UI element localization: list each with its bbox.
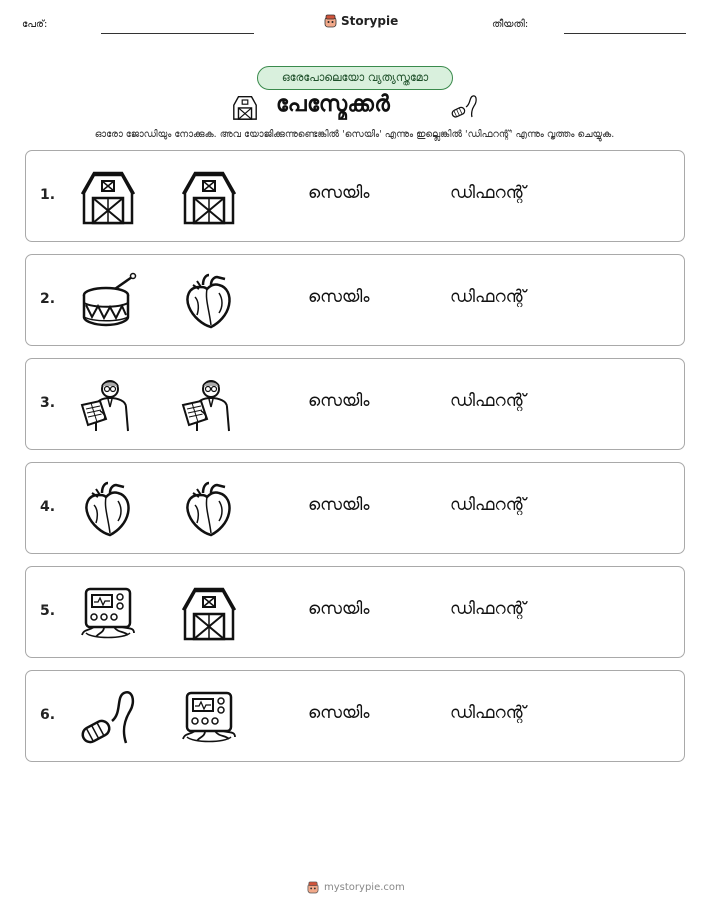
different-option[interactable]: ഡിഫറന്റ് <box>450 495 526 515</box>
question-number: 1. <box>40 187 56 203</box>
heart-icon <box>78 479 138 539</box>
different-option[interactable]: ഡിഫറന്റ് <box>450 599 526 619</box>
same-option[interactable]: സെയിം <box>308 391 370 411</box>
name-line[interactable] <box>101 33 254 34</box>
barn-icon <box>78 167 138 227</box>
doctor-reading-icon <box>179 375 239 435</box>
question-row <box>25 150 685 242</box>
storypie-mascot-icon <box>307 881 319 894</box>
question-row <box>25 462 685 554</box>
question-row <box>25 254 685 346</box>
question-number: 2. <box>40 291 56 307</box>
heart-icon <box>179 479 239 539</box>
different-option[interactable]: ഡിഫറന്റ് <box>450 183 526 203</box>
brand-name: Storypie <box>341 14 399 28</box>
question-row <box>25 670 685 762</box>
brand-logo <box>324 14 398 28</box>
question-row <box>25 358 685 450</box>
pacemaker-lead-icon <box>448 92 480 122</box>
different-option[interactable]: ഡിഫറന്റ് <box>450 287 526 307</box>
question-number: 6. <box>40 707 56 723</box>
same-option[interactable]: സെയിം <box>308 703 370 723</box>
barn-icon <box>179 583 239 643</box>
barn-icon <box>179 167 239 227</box>
question-number: 5. <box>40 603 56 619</box>
same-option[interactable]: സെയിം <box>308 287 370 307</box>
footer-url[interactable]: mystorypie.com <box>324 882 405 893</box>
different-option[interactable]: ഡിഫറന്റ് <box>450 391 526 411</box>
question-row <box>25 566 685 658</box>
question-number: 3. <box>40 395 56 411</box>
pacemaker-device-icon <box>179 687 239 747</box>
instructions: ഓരോ ജോഡിയും നോക്കുക. അവ യോജിക്കുന്നുണ്ടെങ്കിൽ 'സെയിം' എന്നും ഇല്ലെങ്കിൽ 'ഡിഫറന്റ്' എന്നും വൃത്തം ചെയ്യുക. <box>94 129 615 140</box>
name-label: പേര്: <box>22 19 48 30</box>
page-title: പേസ്മേക്കർ <box>276 92 391 117</box>
pacemaker-lead-icon <box>78 687 138 747</box>
heart-icon <box>179 271 239 331</box>
same-option[interactable]: സെയിം <box>308 495 370 515</box>
date-line[interactable] <box>564 33 686 34</box>
drum-icon <box>78 271 138 331</box>
same-option[interactable]: സെയിം <box>308 183 370 203</box>
different-option[interactable]: ഡിഫറന്റ് <box>450 703 526 723</box>
question-number: 4. <box>40 499 56 515</box>
barn-icon <box>231 92 259 122</box>
date-label: തീയതി: <box>492 19 529 30</box>
doctor-reading-icon <box>78 375 138 435</box>
footer <box>307 881 405 894</box>
storypie-mascot-icon <box>324 14 337 28</box>
worksheet-type-badge: ഒരേപോലെയോ വ്യത്യസ്തമോ <box>257 66 453 90</box>
pacemaker-device-icon <box>78 583 138 643</box>
same-option[interactable]: സെയിം <box>308 599 370 619</box>
